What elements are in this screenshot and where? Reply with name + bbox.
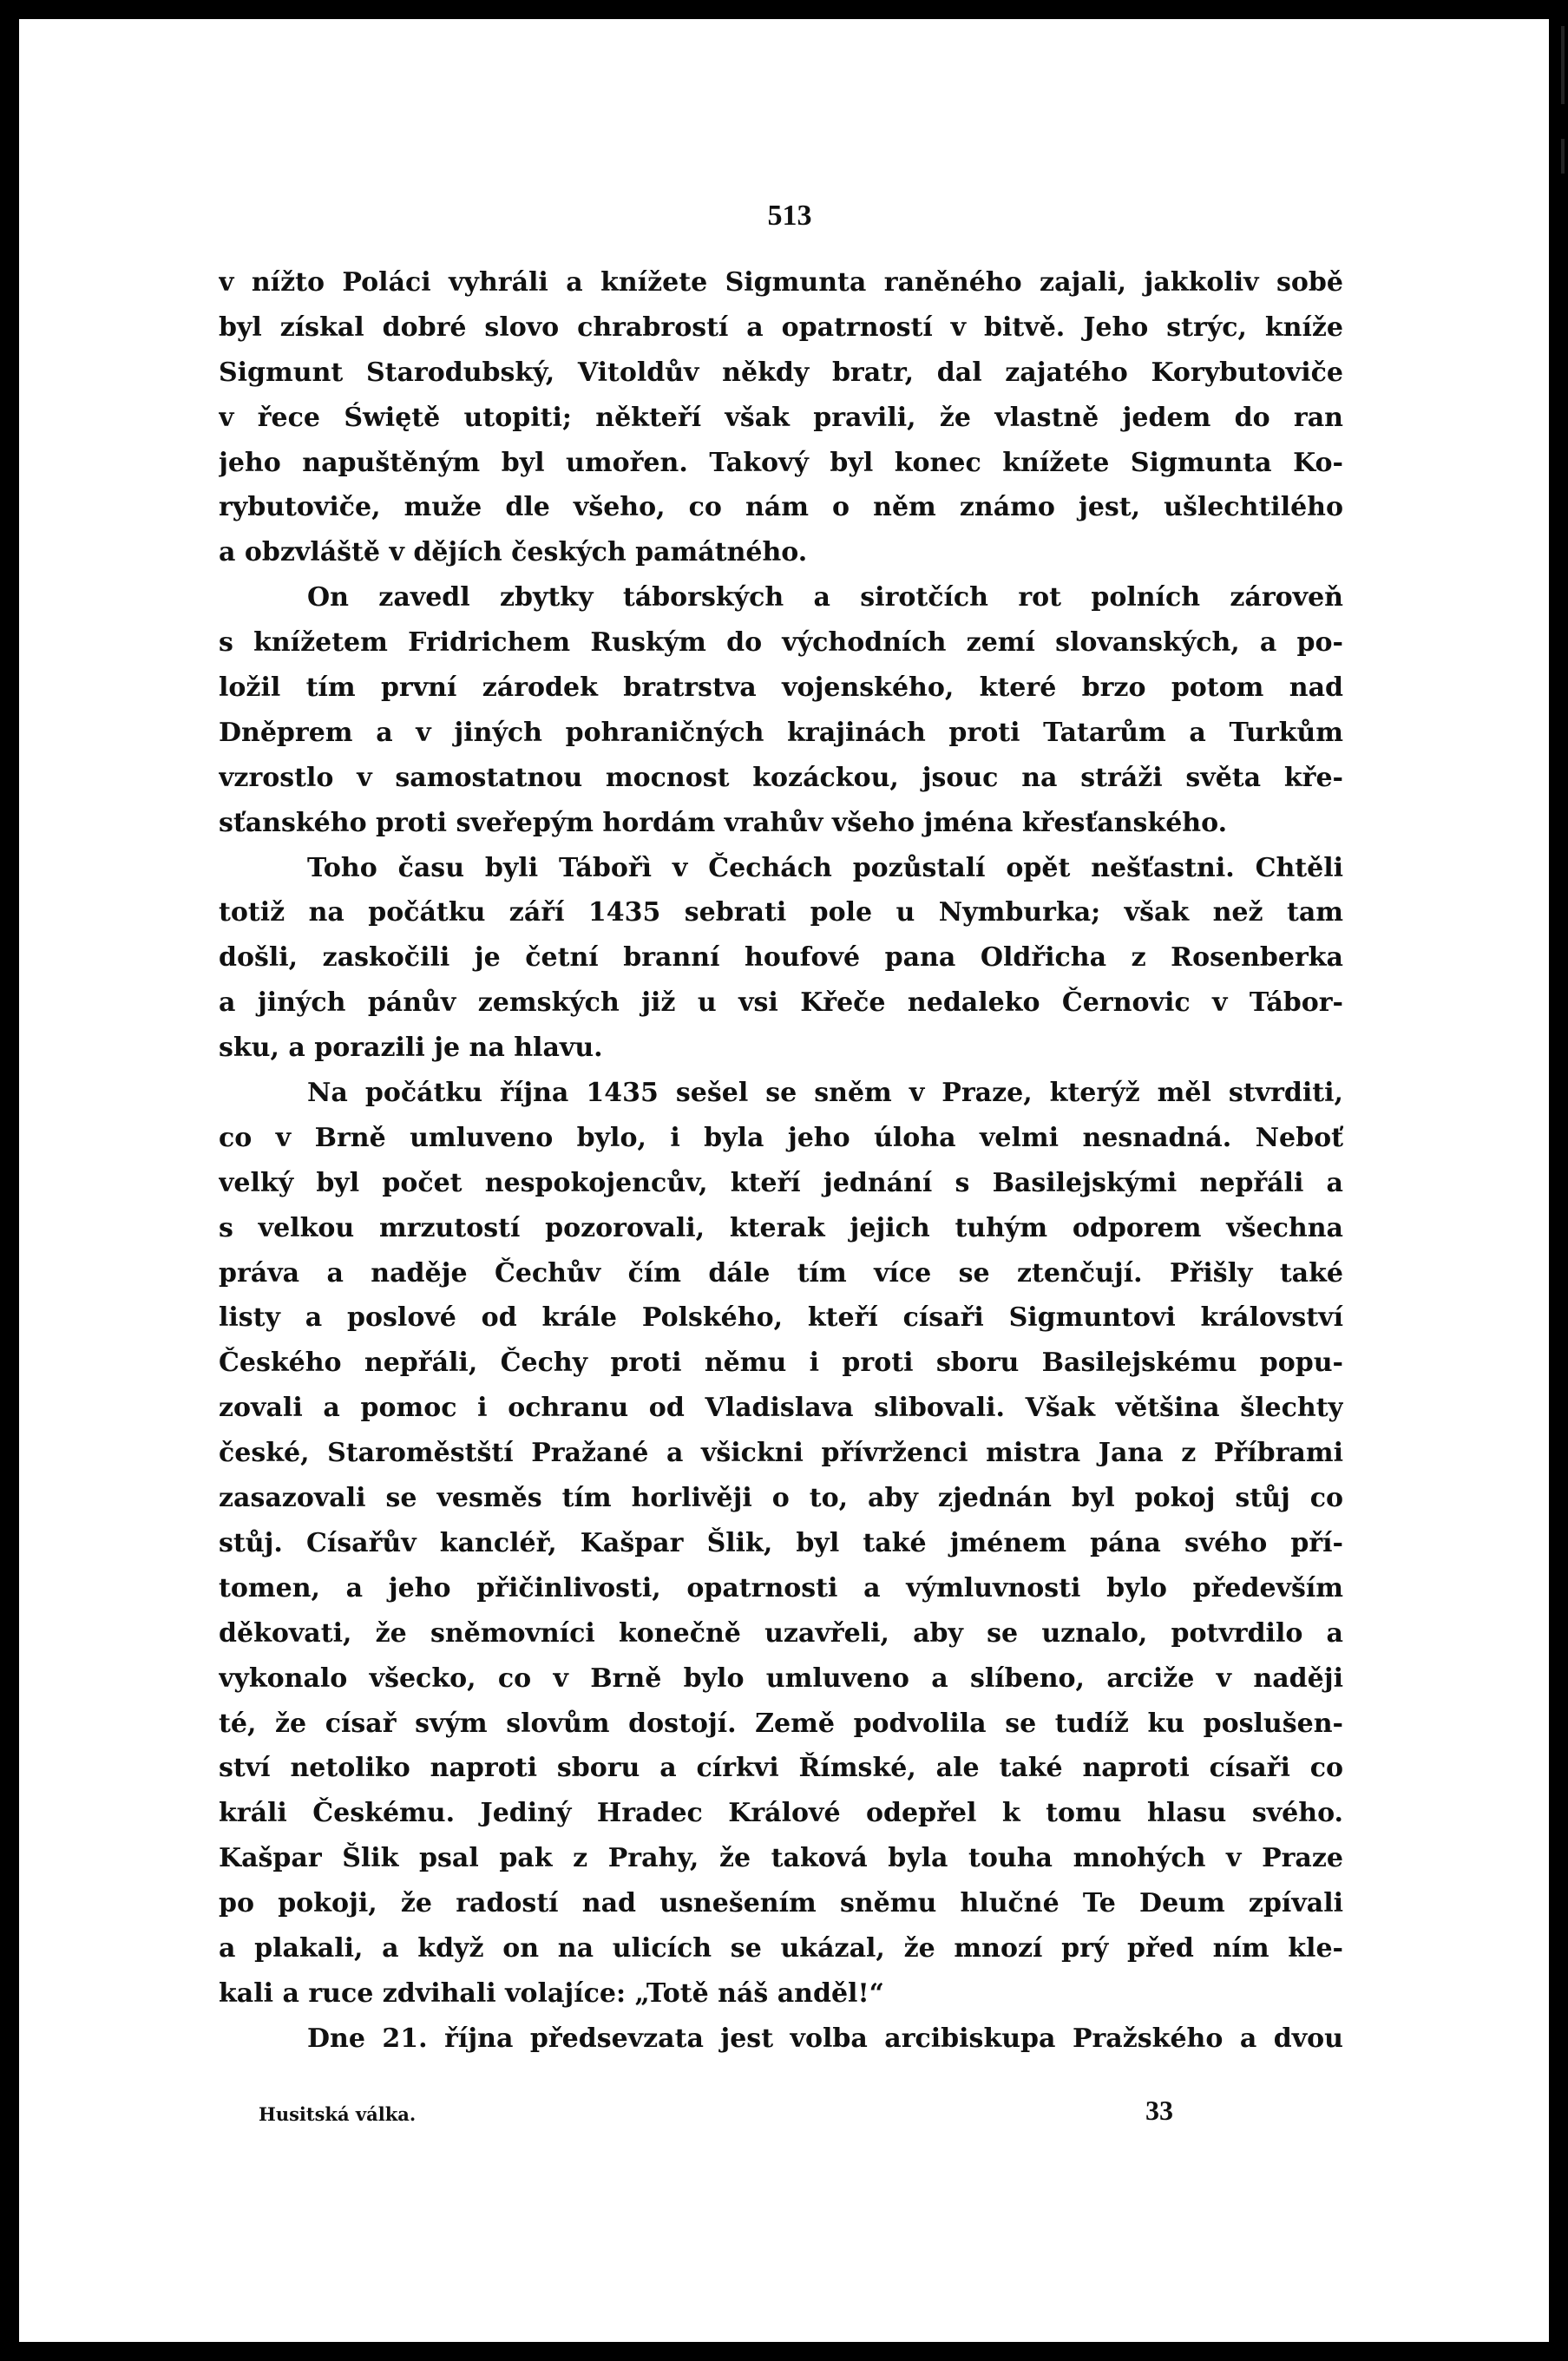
text-line: Českého nepřáli, Čechy proti němu i proti sboru Basilejskému popu- xyxy=(219,1348,1343,1379)
text-line: On zavedl zbytky táborských a sirotčích rot polních zároveň xyxy=(307,582,1343,613)
text-line: rybutoviče, muže dle všeho, co nám o něm známo jest, ušlechtilého xyxy=(219,492,1343,523)
text-line: Sigmunt Starodubský, Vitoldův někdy bratr, dal zajatého Korybutoviče xyxy=(219,357,1343,388)
text-line: totiž na počátku září 1435 sebrati pole u Nymburka; však než tam xyxy=(219,897,1343,928)
text-line: došli, zaskočili je četní branní houfové pana Oldřicha z Rosenberka xyxy=(219,942,1343,974)
text-line: zovali a pomoc i ochranu od Vladislava slibovali. Však většina šlechty xyxy=(219,1393,1343,1424)
text-line: stůj. Císařův kancléř, Kašpar Šlik, byl také jménem pána svého pří- xyxy=(219,1527,1343,1558)
text-line: s velkou mrzutostí pozorovali, kterak jejich tuhým odporem všechna xyxy=(219,1212,1343,1243)
text-line: s knížetem Fridrichem Ruským do východních zemí slovanských, a po- xyxy=(219,627,1343,659)
text-line: byl získal dobré slovo chrabrostí a opatrností v bitvě. Jeho strýc, kníže xyxy=(219,312,1343,343)
text-line: jeho napuštěným byl umořen. Takový byl konec knížete Sigmunta Ko- xyxy=(219,447,1343,478)
text-line: ložil tím první zárodek bratrstva vojenského, které brzo potom nad xyxy=(219,672,1343,704)
text-line: ství netoliko naproti sboru a církvi Římské, ale také naproti císaři co xyxy=(219,1753,1343,1784)
text-line: tomen, a jeho přičinlivosti, opatrnosti a výmluvnosti bylo především xyxy=(219,1572,1343,1604)
text-line: a plakali, a když on na ulicích se ukázal, že mnozí prý před ním kle- xyxy=(219,1932,1343,1964)
text-line: sku, a porazili je na hlavu. xyxy=(219,1033,603,1064)
text-line: a jiných pánův zemských již u vsi Křeče nedaleko Černovic v Tábor- xyxy=(219,987,1343,1019)
text-line: kali a ruce zdvihali volajíce: „Totě náš anděl!“ xyxy=(219,1977,884,2009)
text-line: Dněprem a v jiných pohraničných krajinách proti Tatarům a Turkům xyxy=(219,717,1343,748)
text-line: té, že císař svým slovům dostojí. Země podvolila se tudíž ku poslušen- xyxy=(219,1708,1343,1739)
text-line: co v Brně umluveno bylo, i byla jeho úloha velmi nesnadná. Neboť xyxy=(219,1122,1343,1153)
text-line: práva a naděje Čechův čím dále tím více se ztenčují. Přišly také xyxy=(219,1257,1343,1289)
text-line: sťanského proti sveřepým hordám vrahův všeho jména křesťanského. xyxy=(219,807,1228,838)
scan-edge-mark xyxy=(1561,139,1565,174)
text-line: a obzvláště v dějích českých památného. xyxy=(219,537,808,568)
text-line: Na počátku října 1435 sešel se sněm v Praze, kterýž měl stvrditi, xyxy=(307,1078,1343,1109)
text-line: v nížto Poláci vyhráli a knížete Sigmunta raněného zajali, jakkoliv sobě xyxy=(219,267,1343,298)
book-page xyxy=(19,19,1549,2342)
text-line: zasazovali se vesměs tím horlivěji o to, aby zjednán byl pokoj stůj co xyxy=(219,1483,1343,1514)
text-line: české, Staroměstští Pražané a všickni přívrženci mistra Jana z Příbrami xyxy=(219,1438,1343,1469)
sheet-number: 33 xyxy=(1145,2095,1173,2126)
text-line: Dne 21. října předsevzata jest volba arcibiskupa Pražského a dvou xyxy=(307,2023,1343,2054)
text-line: po pokoji, že radostí nad usnešením sněmu hlučné Te Deum zpívali xyxy=(219,1888,1343,1919)
page-number: 513 xyxy=(767,200,812,232)
text-line: Toho času byli Tábořì v Čechách pozůstalí opět nešťastni. Chtěli xyxy=(307,852,1343,883)
text-line: velký byl počet nespokojencův, kteří jednání s Basilejskými nepřáli a xyxy=(219,1167,1343,1198)
text-line: v řece Świętě utopiti; někteří však pravili, že vlastně jedem do ran xyxy=(219,402,1343,433)
text-line: listy a poslové od krále Polského, kteří císaři Sigmuntovi království xyxy=(219,1302,1343,1334)
text-line: vzrostlo v samostatnou mocnost kozáckou, jsouc na stráži světa kře- xyxy=(219,762,1343,793)
text-line: králi Českému. Jediný Hradec Králové odepřel k tomu hlasu svého. xyxy=(219,1798,1343,1829)
text-line: vykonalo všecko, co v Brně bylo umluveno a slíbeno, arciže v naději xyxy=(219,1663,1343,1694)
text-line: Kašpar Šlik psal pak z Prahy, že taková byla touha mnohých v Praze xyxy=(219,1843,1343,1874)
body-text xyxy=(219,260,1343,2062)
footer-title: Husitská válka. xyxy=(259,2103,417,2125)
scan-edge-mark xyxy=(1561,26,1565,104)
text-line: děkovati, že sněmovníci konečně uzavřeli, aby se uznalo, potvrdilo a xyxy=(219,1617,1343,1649)
